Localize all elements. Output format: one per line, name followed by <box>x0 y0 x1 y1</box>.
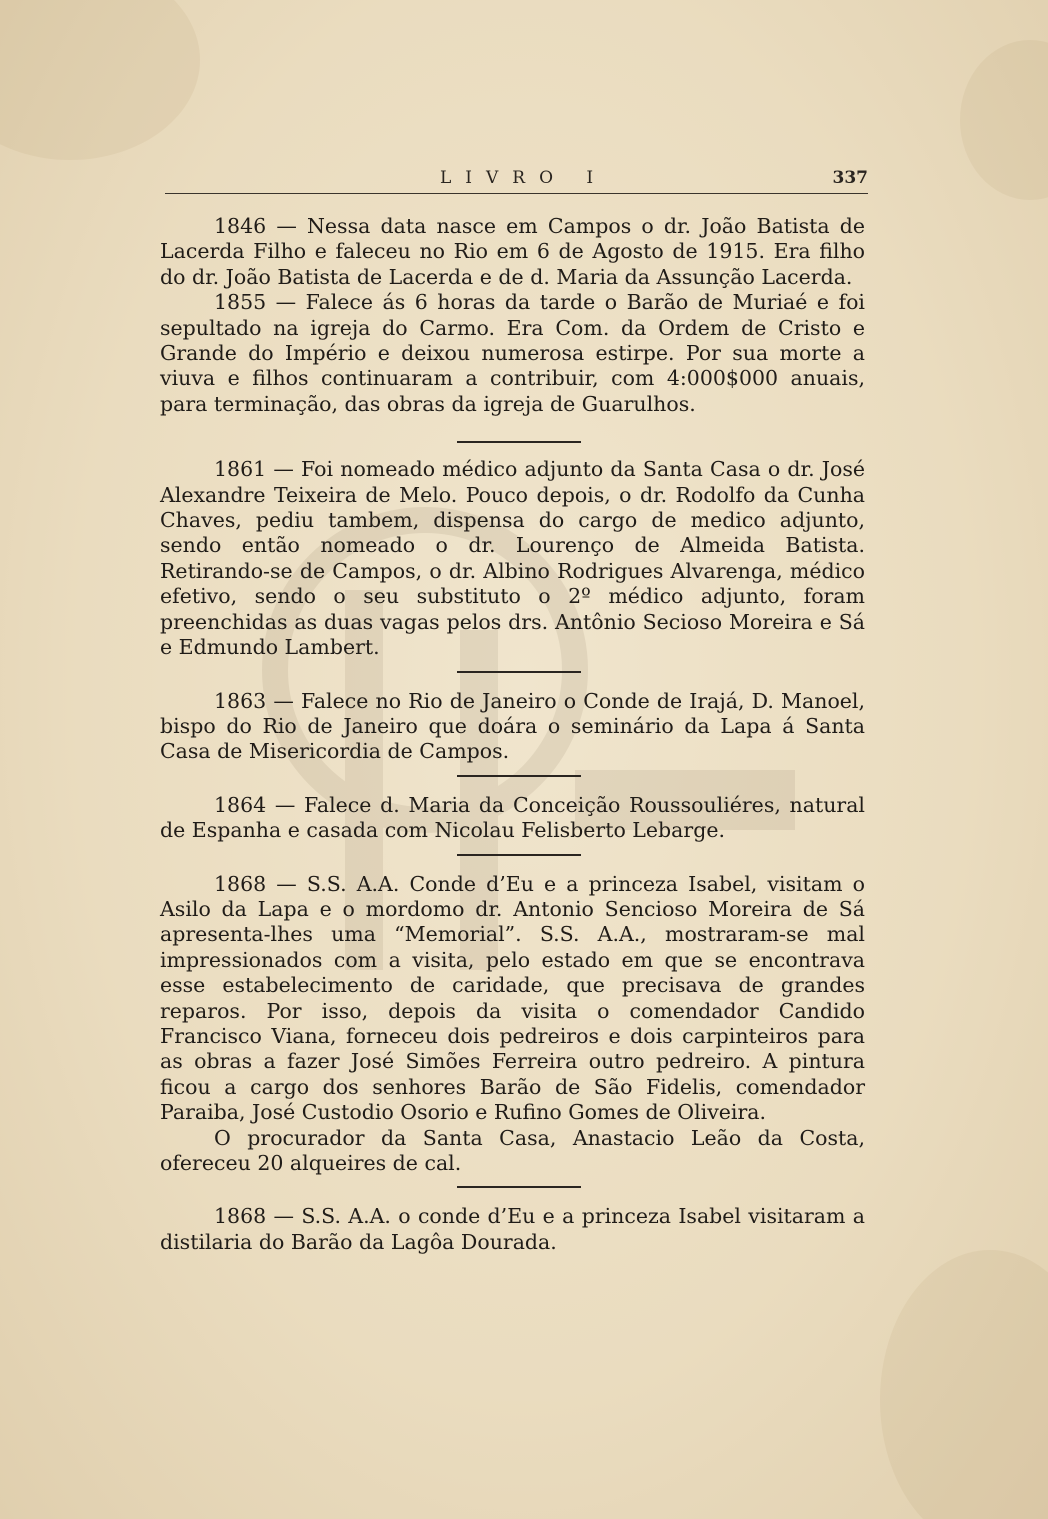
entry-paragraph: 1868 — S.S. A.A. o conde d’Eu e a princeza Isabel visitaram a distilaria do Barão da Lagôa Dourada. <box>160 1204 865 1254</box>
header-rule <box>165 193 868 194</box>
entry-paragraph: 1846 — Nessa data nasce em Campos o dr. João Batista de Lacerda Filho e faleceu no Rio em 6 de Agosto de 1915. Era filho do dr. João Batista de Lacerda e de d. Maria da Assunção Lacerda. <box>160 214 865 289</box>
entry-paragraph: 1855 — Falece ás 6 horas da tarde o Barão de Muriaé e foi sepultado na igreja do Carmo. Era Com. da Ordem de Cristo e Grande do Império e deixou numerosa estirpe. Por sua morte a viuva e filhos continuaram a contribuir, com 4:000$000 anuais, para terminação, das obras da igreja de Guarulhos. <box>160 290 865 416</box>
paper-stain <box>960 40 1048 200</box>
entry-paragraph: 1861 — Foi nomeado médico adjunto da Santa Casa o dr. José Alexandre Teixeira de Melo. Pouco depois, o dr. Rodolfo da Cunha Chaves, pediu tambem, dispensa do cargo de medico adjunto, sendo então nomeado o dr. Lourenço de Almeida Batista. Retirando-se de Campos, o dr. Albino Rodrigues Alvarenga, médico efetivo, sendo o seu substituto o 2º médico adjunto, foram preenchidas as duas vagas pelos drs. Antônio Secioso Moreira e Sá e Edmundo Lambert. <box>160 457 865 660</box>
running-title: LIVRO I <box>440 168 608 188</box>
entry-paragraph: 1864 — Falece d. Maria da Conceição Roussouliéres, natural de Espanha e casada com Nicolau Felisberto Lebarge. <box>160 792 865 843</box>
page-body <box>160 214 865 1255</box>
paper-stain <box>0 0 200 160</box>
section-divider <box>457 1186 581 1188</box>
section-divider <box>457 775 581 777</box>
entry-paragraph: 1863 — Falece no Rio de Janeiro o Conde de Irajá, D. Manoel, bispo do Rio de Janeiro que doára o seminário da Lapa á Santa Casa de Misericordia de Campos. <box>160 688 865 764</box>
entry-paragraph: O procurador da Santa Casa, Anastacio Leão da Costa, ofereceu 20 alqueires de cal. <box>160 1125 865 1175</box>
paper-stain <box>880 1250 1048 1519</box>
section-divider <box>457 854 581 856</box>
entry-paragraph: 1868 — S.S. A.A. Conde d’Eu e a princeza Isabel, visitam o Asilo da Lapa e o mordomo dr. Antonio Sencioso Moreira de Sá apresenta-lhes uma “Memorial”. S.S. A.A., mostraram-se mal impressionados com a visita, pelo estado em que se encontrava esse estabelecimento de caridade, que precisava de grandes reparos. Por isso, depois da visita o comendador Candido Francisco Viana, forneceu dois pedreiros e dois carpinteiros para as obras a fazer José Simões Ferreira outro pedreiro. A pintura ficou a cargo dos senhores Barão de São Fidelis, comendador Paraiba, José Custodio Osorio e Rufino Gomes de Oliveira. <box>160 871 865 1125</box>
page-number: 337 <box>832 168 868 188</box>
page-header <box>165 168 868 194</box>
section-divider <box>457 671 581 673</box>
section-divider <box>457 441 581 443</box>
